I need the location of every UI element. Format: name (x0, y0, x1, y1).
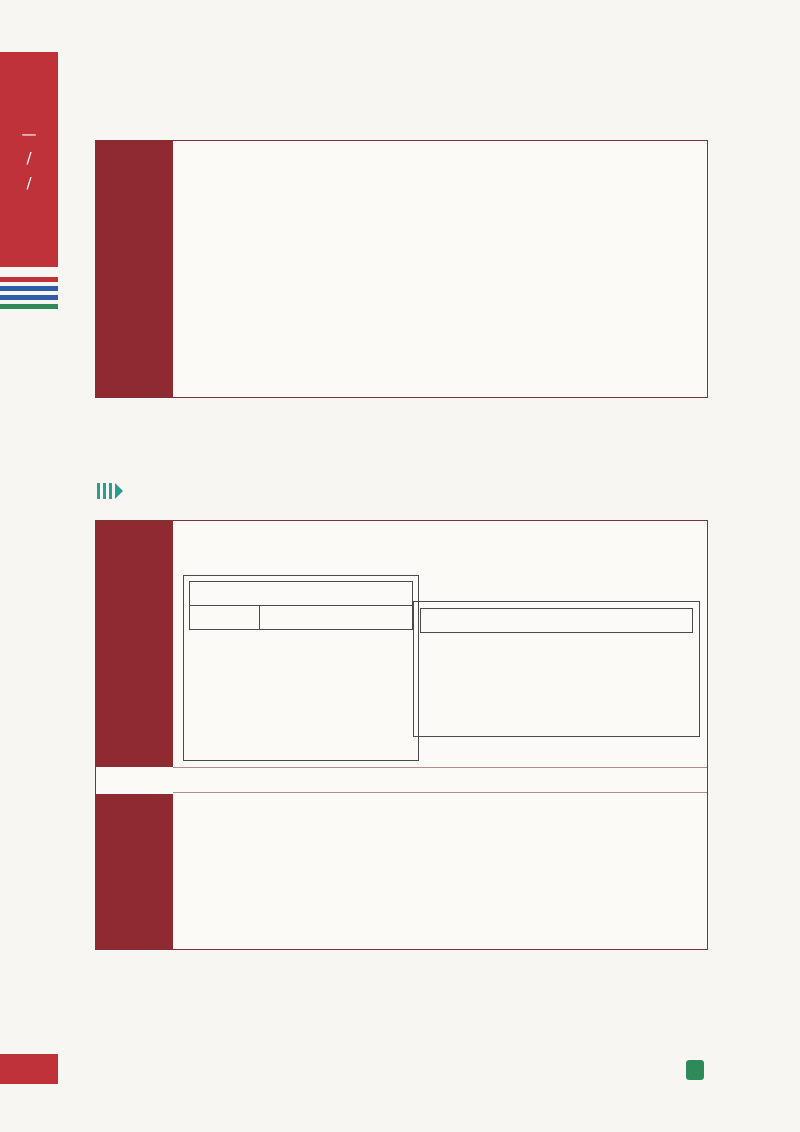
stripe (0, 304, 58, 309)
decorative-stripes (0, 277, 58, 313)
risk-label (96, 521, 173, 767)
box-label (96, 141, 173, 397)
page-number (0, 1054, 58, 1084)
possibility-table-title (190, 582, 413, 606)
stripe (0, 277, 58, 282)
stripe (0, 295, 58, 300)
acceptance-table (420, 608, 693, 633)
bars-icon (97, 483, 123, 499)
table-header (190, 606, 260, 630)
corner-badge (686, 1060, 704, 1080)
table-header (260, 606, 413, 630)
risk-label (96, 792, 173, 949)
construction-measures-box (95, 140, 708, 398)
possibility-table (189, 581, 413, 630)
chapter-side-tab: — / / (0, 52, 58, 267)
acceptance-table-title (421, 609, 693, 633)
subsection-title (97, 483, 151, 499)
section-title (97, 425, 115, 451)
measures-text (173, 141, 707, 397)
risk-management-box (95, 520, 708, 950)
stripe (0, 286, 58, 291)
